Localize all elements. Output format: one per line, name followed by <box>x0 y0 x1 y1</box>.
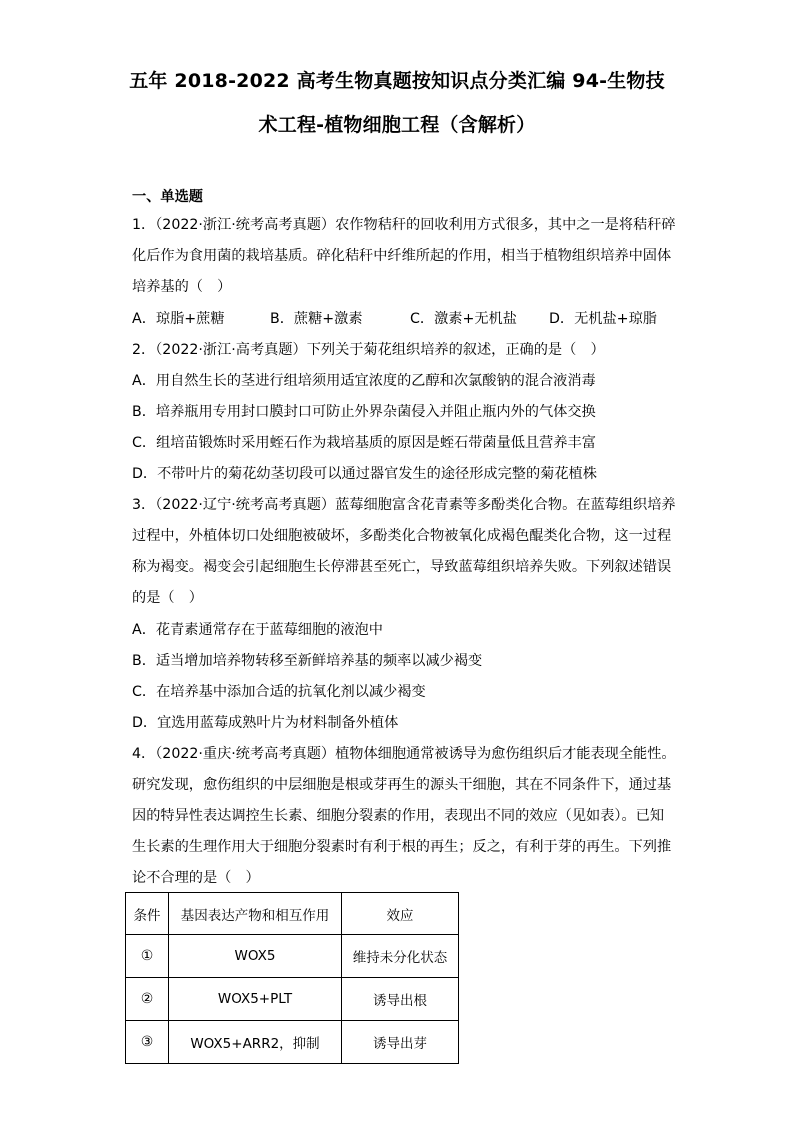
q2-stem-line-1: 2．（2022·浙江·高考真题）下列关于菊花组织培养的叙述，正确的是（ ） <box>132 342 605 358</box>
q3-option-d: D．宜选用蓝莓成熟叶片为材料制备外植体 <box>132 715 399 731</box>
table-cell: WOX5+PLT <box>169 978 342 1021</box>
document-title-line-2: 术工程-植物细胞工程（含解析） <box>258 114 536 136</box>
q1-option-c: C．激素+无机盐 <box>410 311 517 327</box>
q3-stem-line-4: 的是（ ） <box>132 590 203 606</box>
q1-stem-line-3: 培养基的（ ） <box>132 279 232 295</box>
q4-stem-line-5: 论不合理的是（ ） <box>132 870 260 886</box>
table-header-cell: 效应 <box>342 893 459 935</box>
q4-stem-line-3: 因的特异性表达调控生长素、细胞分裂素的作用，表现出不同的效应（见如表）。已知 <box>132 808 665 824</box>
q3-stem-line-2: 过程中，外植体切口处细胞被破坏，多酚类化合物被氧化成褐色醌类化合物，这一过程 <box>132 528 672 544</box>
table-cell: WOX5 <box>169 935 342 978</box>
q3-option-a: A．花青素通常存在于蓝莓细胞的液泡中 <box>132 622 383 638</box>
q1-option-b: B．蔗糖+激素 <box>270 311 363 327</box>
table-cell: ① <box>126 935 169 978</box>
q2-option-c: C．组培苗锻炼时采用蛭石作为栽培基质的原因是蛭石带菌量低且营养丰富 <box>132 435 596 451</box>
section-heading: 一、单选题 <box>132 189 203 205</box>
q1-stem-line-2: 化后作为食用菌的栽培基质。碎化秸秆中纤维所起的作用，相当于植物组织培养中固体 <box>132 248 672 264</box>
q2-option-d: D．不带叶片的菊花幼茎切段可以通过器官发生的途径形成完整的菊花植株 <box>132 466 597 482</box>
q3-stem-line-1: 3．（2022·辽宁·统考高考真题）蓝莓细胞富含花青素等多酚类化合物。在蓝莓组织培养 <box>132 497 676 513</box>
q3-option-c: C．在培养基中添加合适的抗氧化剂以减少褐变 <box>132 684 426 700</box>
q4-stem-line-1: 4．（2022·重庆·统考高考真题）植物体细胞通常被诱导为愈伤组织后才能表现全能性。 <box>132 746 676 762</box>
table-header-cell: 条件 <box>126 893 169 935</box>
document-title-line-1: 五年 2018-2022 高考生物真题按知识点分类汇编 94-生物技 <box>129 70 665 92</box>
table-cell: ② <box>126 978 169 1021</box>
table-row <box>126 978 459 1021</box>
q3-stem-line-3: 称为褐变。褐变会引起细胞生长停滞甚至死亡，导致蓝莓组织培养失败。下列叙述错误 <box>132 559 672 575</box>
table-header-cell: 基因表达产物和相互作用 <box>169 893 342 935</box>
q4-stem-line-2: 研究发现，愈伤组织的中层细胞是根或芽再生的源头干细胞，其在不同条件下，通过基 <box>132 777 672 793</box>
table-row <box>126 935 459 978</box>
q4-table <box>125 892 459 1064</box>
table-cell: ③ <box>126 1021 169 1064</box>
q1-option-a: A．琼脂+蔗糖 <box>132 311 225 327</box>
q2-option-a: A．用自然生长的茎进行组培须用适宜浓度的乙醇和次氯酸钠的混合液消毒 <box>132 373 596 389</box>
q4-stem-line-4: 生长素的生理作用大于细胞分裂素时有利于根的再生；反之，有利于芽的再生。下列推 <box>132 839 672 855</box>
q1-stem-line-1: 1．（2022·浙江·统考高考真题）农作物秸秆的回收利用方式很多，其中之一是将秸秆碎 <box>132 217 676 233</box>
table-cell: WOX5+ARR2，抑制 <box>169 1021 342 1064</box>
q3-option-b: B．适当增加培养物转移至新鲜培养基的频率以减少褐变 <box>132 653 483 669</box>
table-cell: 诱导出根 <box>342 978 459 1021</box>
table-cell: 诱导出芽 <box>342 1021 459 1064</box>
q1-option-d: D．无机盐+琼脂 <box>549 311 657 327</box>
table-header-row <box>126 893 459 935</box>
table-cell: 维持未分化状态 <box>342 935 459 978</box>
q2-option-b: B．培养瓶用专用封口膜封口可防止外界杂菌侵入并阻止瓶内外的气体交换 <box>132 404 596 420</box>
table-row <box>126 1021 459 1064</box>
